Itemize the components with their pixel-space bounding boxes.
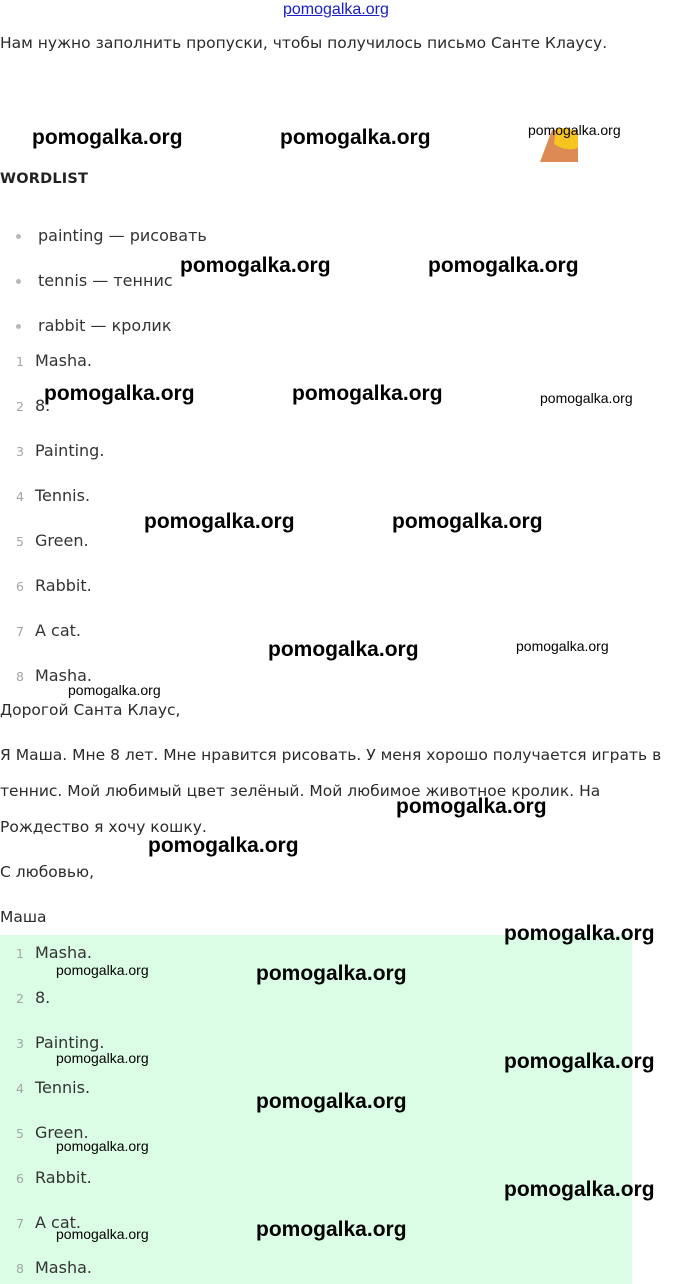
wordlist-item-text: tennis — теннис: [38, 271, 173, 290]
wordlist-item: [16, 316, 171, 335]
answer-item: [16, 1258, 92, 1277]
answer-item: [16, 441, 104, 460]
answer-text: Rabbit.: [35, 1168, 92, 1187]
letter-line: теннис. Мой любимый цвет зелёный. Мой любимое животное кролик. На: [0, 782, 601, 800]
answer-text: A cat.: [35, 621, 81, 640]
answer-text: Tennis.: [35, 486, 91, 505]
answer-number: 2: [16, 991, 24, 1006]
answer-text: Masha.: [35, 1258, 92, 1277]
answer-item: [16, 576, 92, 595]
answer-number: 4: [16, 489, 24, 504]
watermark: pomogalka.org: [540, 390, 633, 406]
answer-number: 7: [16, 1216, 24, 1231]
answer-number: 3: [16, 1036, 24, 1051]
watermark: pomogalka.org: [268, 638, 419, 661]
answer-number: 4: [16, 1081, 24, 1096]
watermark: pomogalka.org: [516, 638, 609, 654]
watermark: pomogalka.org: [256, 1090, 407, 1113]
answer-item: [16, 1168, 92, 1187]
answer-number: 6: [16, 1171, 24, 1186]
answer-item: [16, 621, 81, 640]
watermark: pomogalka.org: [504, 922, 655, 945]
answer-text: Green.: [35, 531, 89, 550]
bullet-icon: [16, 279, 21, 284]
answer-item: [16, 351, 92, 370]
answer-number: 1: [16, 946, 24, 961]
bullet-icon: [16, 234, 21, 239]
answer-text: Tennis.: [35, 1078, 91, 1097]
answer-number: 5: [16, 1126, 24, 1141]
wordlist-item-text: rabbit — кролик: [38, 316, 172, 335]
answer-item: [16, 943, 92, 962]
watermark: pomogalka.org: [504, 1178, 655, 1201]
answer-text: 8.: [35, 988, 51, 1007]
answer-text: Rabbit.: [35, 576, 92, 595]
answer-text: Green.: [35, 1123, 89, 1142]
watermark: pomogalka.org: [144, 510, 295, 533]
bullet-icon: [16, 324, 21, 329]
watermark: pomogalka.org: [528, 122, 621, 138]
answer-number: 2: [16, 399, 24, 414]
wordlist-item: [16, 226, 207, 245]
watermark: pomogalka.org: [292, 382, 443, 405]
wordlist-title: WORDLIST: [0, 171, 89, 187]
answer-number: 8: [16, 669, 24, 684]
letter-line: Я Маша. Мне 8 лет. Мне нравится рисовать. У меня хорошо получается играть в: [0, 746, 662, 764]
watermark: pomogalka.org: [56, 1138, 149, 1154]
answer-item: [16, 988, 50, 1007]
answer-number: 8: [16, 1261, 24, 1276]
answer-text: Masha.: [35, 351, 92, 370]
answer-item: [16, 531, 89, 550]
answer-item: [16, 486, 90, 505]
watermark: pomogalka.org: [56, 962, 149, 978]
answer-text: Painting.: [35, 1033, 105, 1052]
letter-signature: Маша: [0, 908, 47, 926]
answer-text: Masha.: [35, 666, 92, 685]
answer-number: 7: [16, 624, 24, 639]
answer-text: Painting.: [35, 441, 105, 460]
watermark: pomogalka.org: [180, 254, 331, 277]
wordlist-item-text: painting — рисовать: [38, 226, 207, 245]
answer-number: 1: [16, 354, 24, 369]
watermark: pomogalka.org: [504, 1050, 655, 1073]
letter-closing: С любовью,: [0, 863, 94, 881]
watermark: pomogalka.org: [256, 962, 407, 985]
watermark: pomogalka.org: [44, 382, 195, 405]
letter-greeting: Дорогой Санта Клаус,: [0, 701, 181, 719]
site-link[interactable]: pomogalka.org: [283, 1, 389, 18]
wordlist-item: [16, 271, 173, 290]
watermark: pomogalka.org: [396, 795, 547, 818]
watermark: pomogalka.org: [280, 126, 431, 149]
letter-line: Рождество я хочу кошку.: [0, 818, 207, 836]
watermark: pomogalka.org: [56, 1226, 149, 1242]
watermark: pomogalka.org: [56, 1050, 149, 1066]
watermark: pomogalka.org: [32, 126, 183, 149]
answer-text: 8.: [35, 396, 51, 415]
watermark: pomogalka.org: [148, 834, 299, 857]
answer-number: 6: [16, 579, 24, 594]
watermark: pomogalka.org: [392, 510, 543, 533]
watermark: pomogalka.org: [428, 254, 579, 277]
answer-text: Masha.: [35, 943, 92, 962]
watermark: pomogalka.org: [68, 682, 161, 698]
answer-number: 5: [16, 534, 24, 549]
intro-text: Нам нужно заполнить пропуски, чтобы получилось письмо Санте Клаусу.: [0, 34, 608, 52]
watermark: pomogalka.org: [256, 1218, 407, 1241]
answer-item: [16, 1078, 90, 1097]
answer-number: 3: [16, 444, 24, 459]
answer-text: A cat.: [35, 1213, 81, 1232]
